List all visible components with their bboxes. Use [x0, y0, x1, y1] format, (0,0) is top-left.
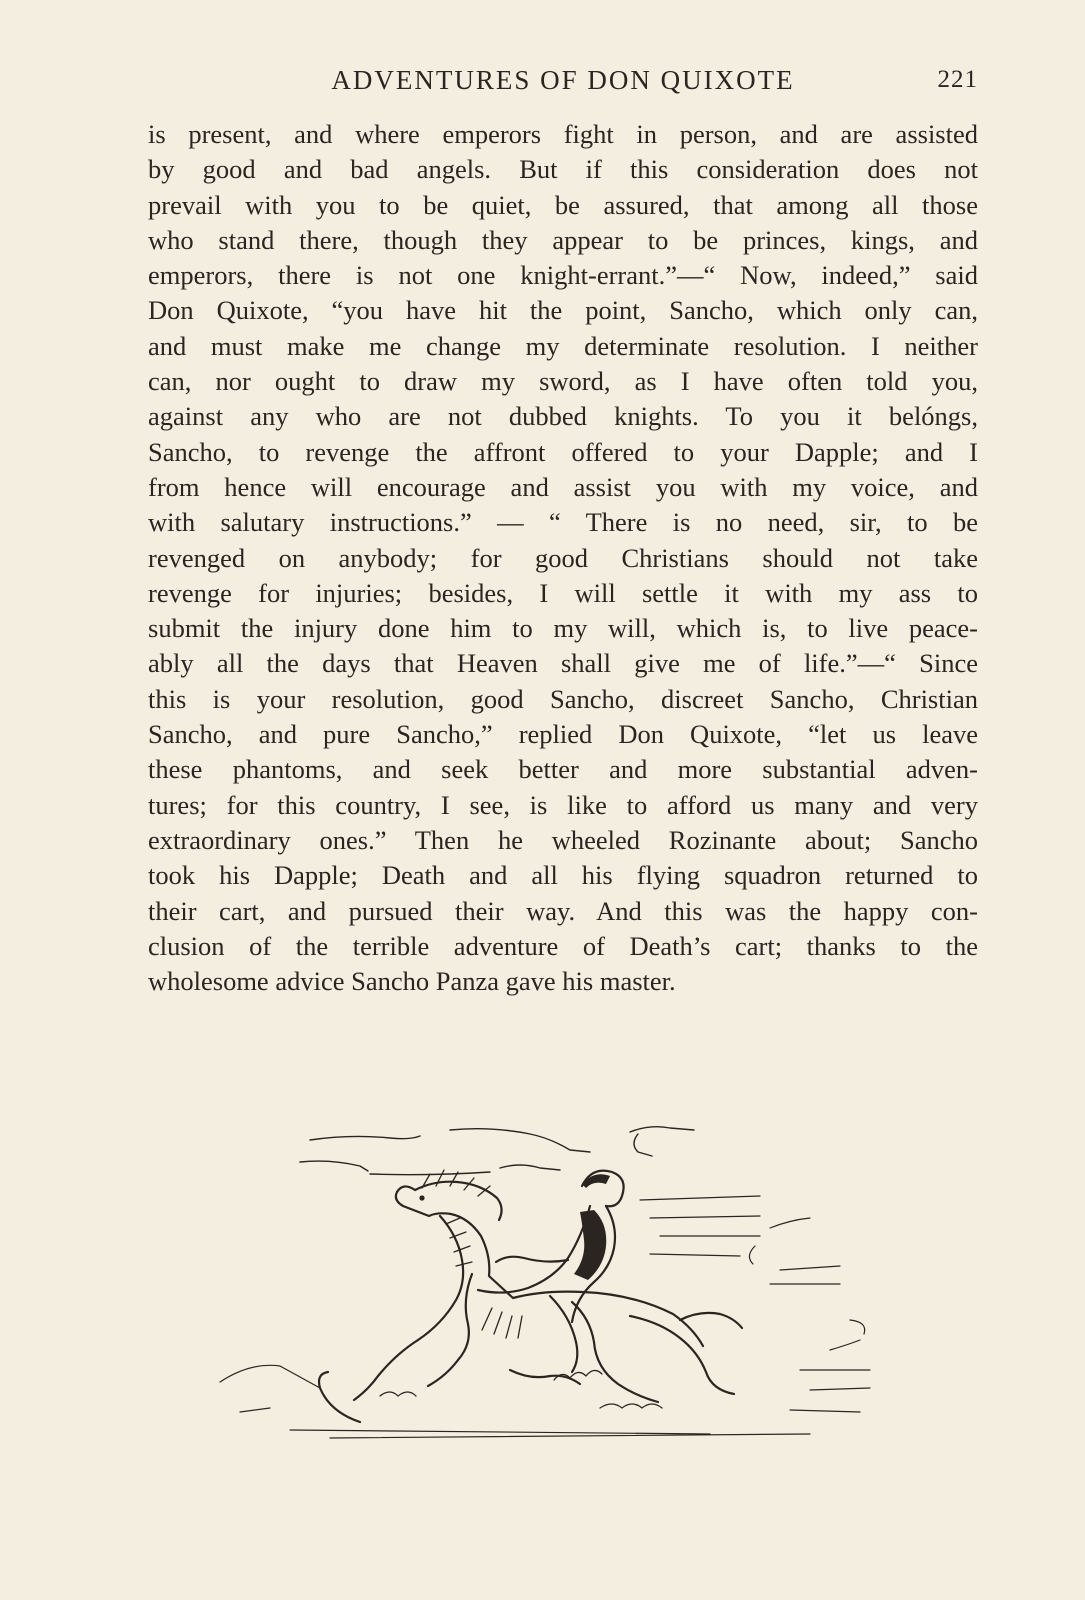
text-line: extraordinary ones.” Then he wheeled Rozinante about; Sancho: [148, 824, 978, 855]
text-line: Sancho, to revenge the affront offered to your Dapple; and I: [148, 436, 978, 467]
body-text: [148, 117, 978, 999]
text-line: Don Quixote, “you have hit the point, Sancho, which only can,: [148, 295, 978, 326]
text-line: wholesome advice Sancho Panza gave his master.: [148, 966, 676, 997]
text-line: revenged on anybody; for good Christians should not take: [148, 542, 978, 573]
text-line: clusion of the terrible adventure of Death’s cart; thanks to the: [148, 930, 978, 961]
text-line: is present, and where emperors fight in person, and are assisted: [148, 119, 978, 149]
text-line: this is your resolution, good Sancho, discreet Sancho, Christian: [148, 683, 978, 714]
text-line: and must make me change my determinate resolution. I neither: [148, 330, 978, 361]
text-line: revenge for injuries; besides, I will settle it with my ass to: [148, 577, 978, 608]
page-number: 221: [937, 66, 978, 93]
text-line: Sancho, and pure Sancho,” replied Don Quixote, “let us leave: [148, 719, 978, 750]
text-line: can, nor ought to draw my sword, as I have often told you,: [148, 366, 978, 397]
text-line: from hence will encourage and assist you with my voice, and: [148, 471, 978, 502]
text-line: took his Dapple; Death and all his flying squadron returned to: [148, 860, 978, 891]
text-line: ably all the days that Heaven shall give me of life.”—“ Since: [148, 648, 978, 679]
running-head: [148, 62, 978, 98]
text-line: tures; for this country, I see, is like to afford us many and very: [148, 789, 978, 820]
text-line: with salutary instructions.” — “ There is no need, sir, to be: [148, 507, 978, 538]
text-line: emperors, there is not one knight-errant.”—“ Now, indeed,” said: [148, 260, 978, 291]
text-line: prevail with you to be quiet, be assured, that among all those: [148, 189, 978, 220]
running-title: ADVENTURES OF DON QUIXOTE: [331, 65, 795, 95]
text-line: their cart, and pursued their way. And this was the happy con-: [148, 895, 978, 926]
text-line: against any who are not dubbed knights. To you it belóngs,: [148, 401, 978, 432]
text-line: submit the injury done him to my will, which is, to live peace-: [148, 613, 978, 644]
text-line: by good and bad angels. But if this consideration does not: [148, 154, 978, 185]
text-line: these phantoms, and seek better and more substantial adven-: [148, 754, 978, 785]
text-line: who stand there, though they appear to be princes, kings, and: [148, 224, 978, 255]
galloping-horse-and-rider-icon: [210, 1120, 900, 1460]
